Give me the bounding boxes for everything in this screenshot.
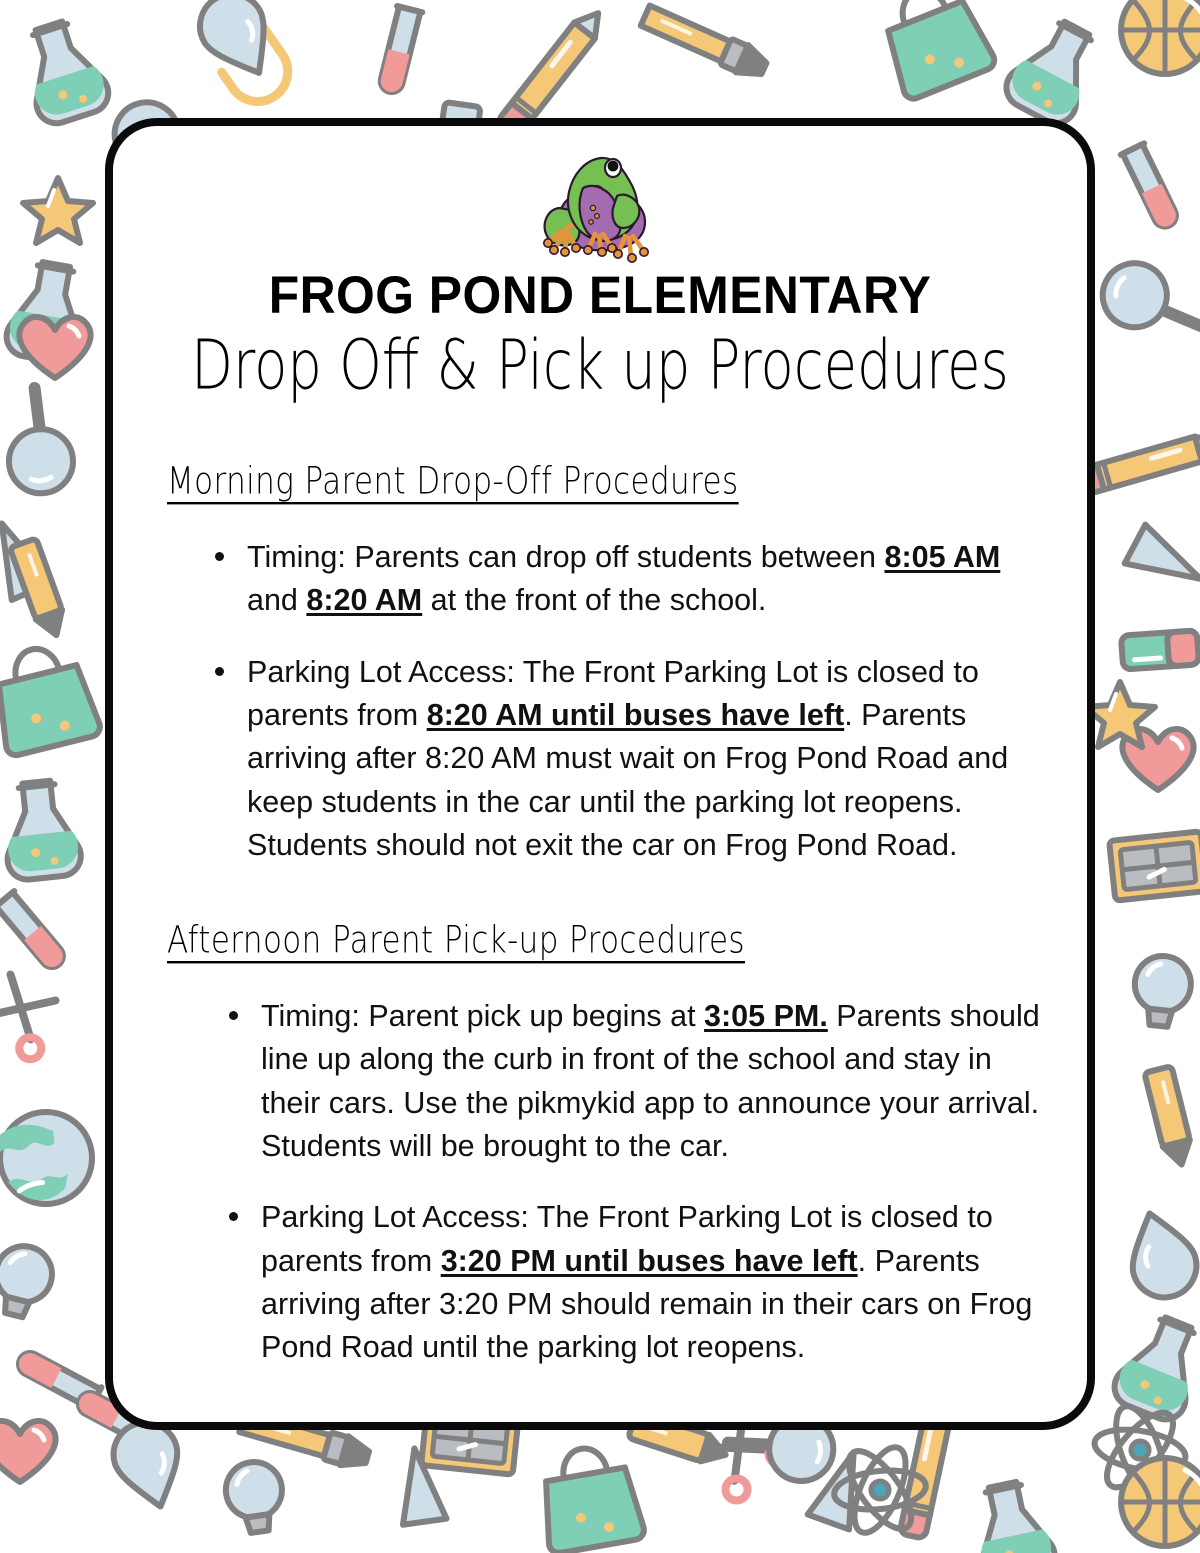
emphasis-text: 8:20 AM until buses have left	[426, 698, 845, 732]
flyer-card	[105, 118, 1095, 1430]
school-name: FROG POND ELEMENTARY	[268, 266, 932, 325]
bullet-list-morning	[157, 536, 1043, 867]
bullet-item	[211, 651, 1043, 867]
flyer-content	[113, 126, 1087, 1422]
body-text: . Parents arriving after 3:20 PM should remain in their cars on Frog Pond Road until the parking lot reopens.	[261, 1243, 1033, 1365]
body-text: Parents should line up along the curb in front of the school and stay in their cars. Use the pikmykid app to announce your arrival. Students will be brought to the car.	[261, 999, 1040, 1164]
emphasis-text: 8:05 AM	[884, 540, 1001, 575]
emphasis-text: 3:05 PM.	[704, 999, 828, 1034]
body-text: Parking Lot Access: The Front Parking Lot is closed to parents from	[247, 654, 979, 732]
body-text: and	[247, 583, 307, 618]
body-text: Timing: Parents can drop off students between	[247, 540, 885, 575]
body-text: Timing: Parent pick up begins at	[261, 999, 705, 1034]
body-text: . Parents arriving after 8:20 AM must wait on Frog Pond Road and keep students in the car until the parking lot reopens. Students should not exit the car on Frog Pond Road.	[247, 698, 1009, 862]
bullet-item	[211, 536, 1043, 623]
body-text: Parking Lot Access: The Front Parking Lot is closed to parents from	[261, 1200, 993, 1278]
emphasis-text: 3:20 PM until buses have left	[440, 1243, 858, 1278]
emphasis-text: 8:20 AM	[306, 583, 423, 618]
body-text: at the front of the school.	[422, 583, 767, 618]
section-heading-morning: Morning Parent Drop-Off Procedures	[167, 460, 739, 504]
bullet-item	[225, 1196, 1043, 1369]
frog-logo	[157, 152, 1043, 264]
flyer-subtitle: Drop Off & Pick up Procedures	[191, 325, 1009, 406]
bullet-item	[225, 995, 1043, 1168]
frog-icon	[525, 152, 675, 264]
section-heading-afternoon: Afternoon Parent Pick-up Procedures	[167, 919, 745, 963]
bullet-list-afternoon	[157, 995, 1043, 1369]
